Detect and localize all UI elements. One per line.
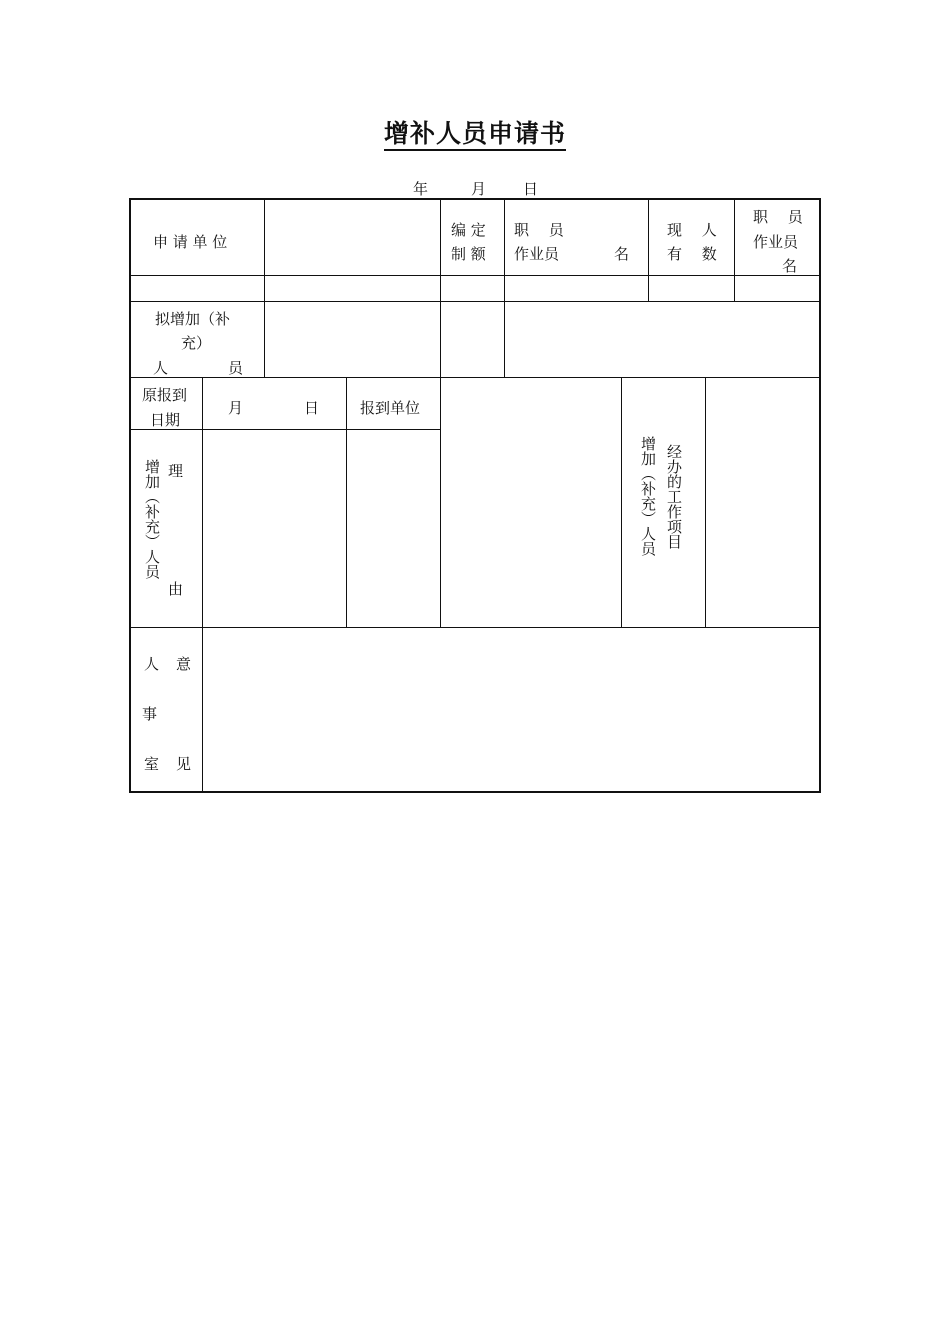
planned-label-line3a: 人 (153, 359, 169, 377)
quota-label-line2: 制 额 (451, 245, 486, 263)
date-month-label: 月 (471, 180, 487, 198)
reason-label-col2a: 理 (168, 462, 184, 480)
planned-personnel-field[interactable] (265, 302, 440, 377)
staff-field[interactable] (505, 276, 648, 301)
right-staff-label-line2: 作业员 (753, 233, 799, 251)
col-divider (621, 377, 622, 627)
application-form-table (129, 198, 821, 793)
current-count-field[interactable] (649, 276, 734, 301)
report-day-label: 日 (304, 399, 320, 417)
work-items-label-col1: 增加（补充）人员 (639, 436, 657, 556)
staff-label-line1: 职 员 (514, 221, 564, 239)
applicant-unit-label: 申 请 单 位 (153, 233, 228, 251)
staff-label-line3: 名 (614, 245, 630, 263)
work-items-field[interactable] (706, 378, 819, 627)
current-count-label-line1: 现 人 (667, 221, 717, 239)
report-date-label-line2: 日期 (150, 411, 181, 429)
planned-count-field[interactable] (441, 302, 504, 377)
staff-label-line2: 作业员 (514, 245, 560, 263)
blank-cell[interactable] (131, 276, 264, 301)
quota-label-line1: 编 定 (451, 221, 486, 239)
report-unit-field[interactable] (347, 430, 440, 627)
reason-label-col1: 增加（补充）人员 (143, 459, 161, 579)
opinion-field[interactable] (203, 628, 819, 791)
right-staff-field[interactable] (735, 276, 819, 301)
opinion-label-d: 室 (144, 755, 160, 773)
date-line (0, 178, 950, 198)
work-items-label-col2: 经办的工作项目 (665, 444, 683, 549)
opinion-label-b: 意 (176, 655, 192, 673)
planned-label-line3b: 员 (228, 359, 244, 377)
blank-cell[interactable] (265, 276, 440, 301)
reason-detail-field[interactable] (441, 378, 621, 627)
right-staff-label-line1: 职 员 (753, 208, 803, 226)
reason-field[interactable] (203, 430, 346, 627)
date-day-label: 日 (523, 180, 539, 198)
opinion-label-a: 人 (144, 655, 160, 673)
planned-detail-field[interactable] (505, 302, 819, 377)
right-staff-label-line3: 名 (782, 257, 798, 275)
date-year-label: 年 (413, 180, 429, 198)
applicant-unit-field[interactable] (265, 200, 440, 275)
planned-label-line1: 拟增加（补 (155, 310, 231, 328)
reason-label-col2b: 由 (168, 580, 184, 598)
title-text: 增补人员申请书 (384, 119, 566, 151)
report-month-label: 月 (228, 399, 244, 417)
opinion-label-e: 见 (176, 755, 192, 773)
quota-field[interactable] (441, 276, 504, 301)
current-count-label-line2: 有 数 (667, 245, 717, 263)
report-unit-label: 报到单位 (360, 399, 421, 417)
page-title (0, 114, 950, 150)
report-date-label-line1: 原报到 (142, 386, 188, 404)
opinion-label-c: 事 (142, 705, 158, 723)
planned-label-line2: 充） (181, 334, 212, 352)
